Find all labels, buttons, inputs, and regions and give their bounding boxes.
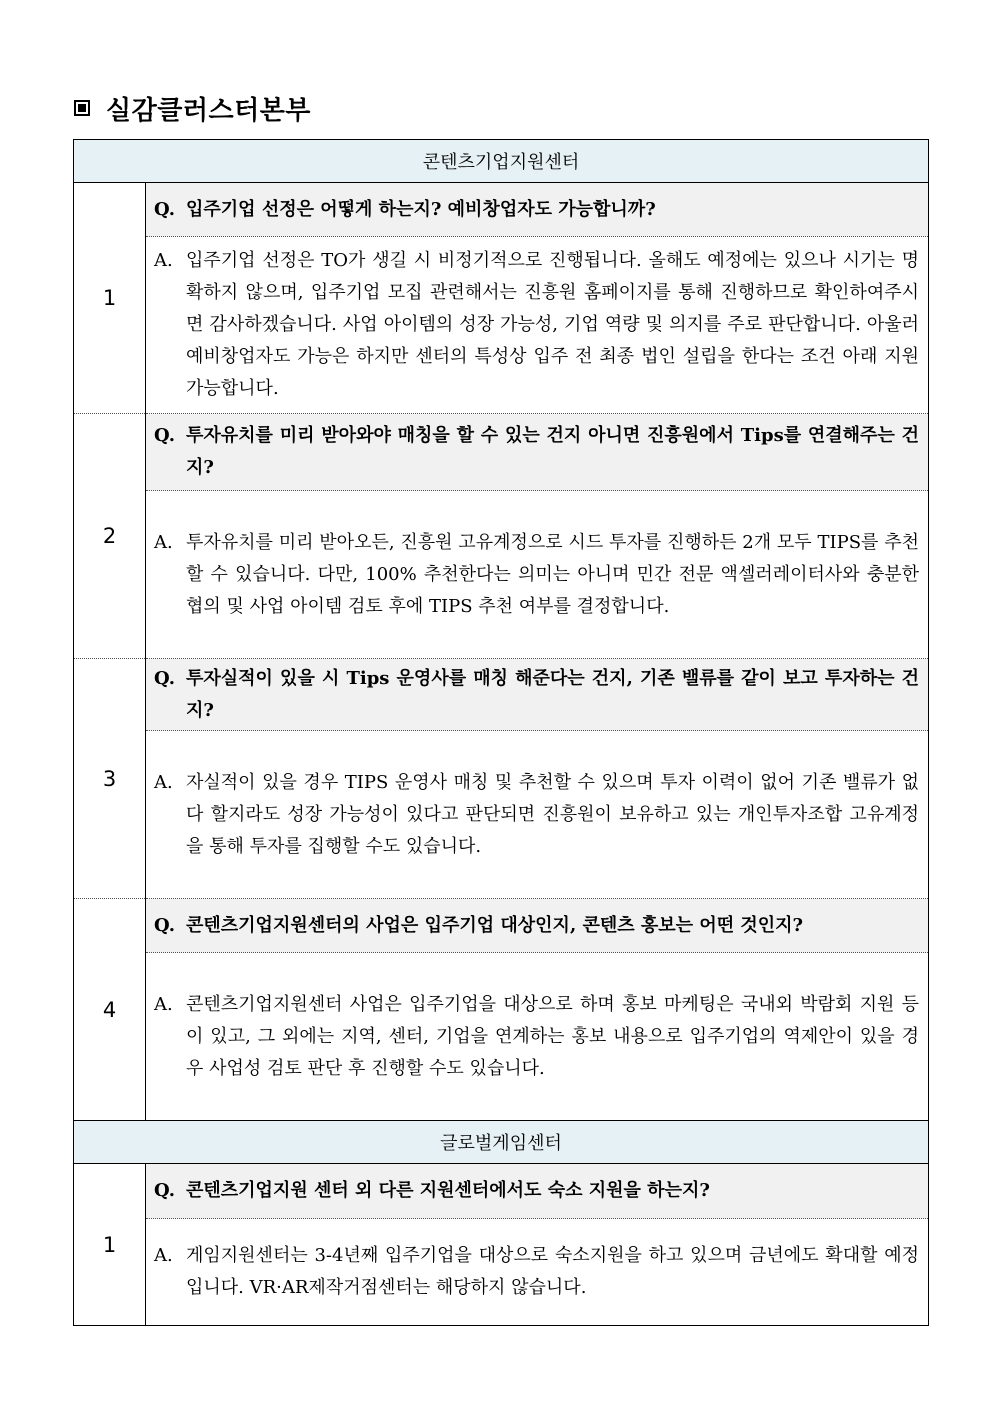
answer-text: 게임지원센터는 3-4년째 입주기업을 대상으로 숙소지원을 하고 있으며 금년에도 확대할 예정입니다. VR·AR제작거점센터는 해당하지 않습니다. xyxy=(186,1245,919,1298)
question-mark: Q. xyxy=(154,914,176,936)
question-mark: Q. xyxy=(154,667,176,689)
page-heading xyxy=(74,88,311,128)
answer-row xyxy=(74,1219,929,1326)
answer-cell xyxy=(146,731,929,899)
item-number: 2 xyxy=(74,414,146,659)
item-number: 4 xyxy=(74,899,146,1121)
page-title: 실감클러스터본부 xyxy=(106,95,311,126)
question-text: 투자유치를 미리 받아와야 매칭을 할 수 있는 건지 아니면 진흥원에서 Tips를 연결해주는 건지? xyxy=(186,425,919,478)
section-title: 콘텐츠기업지원센터 xyxy=(74,140,929,183)
answer-row xyxy=(74,953,929,1121)
section-header-row xyxy=(74,140,929,183)
question-mark: Q. xyxy=(154,1180,176,1201)
answer-text: 입주기업 선정은 TO가 생길 시 비정기적으로 진행됩니다. 올해도 예정에는 있으나 시기는 명확하지 않으며, 입주기업 모집 관련해서는 진흥원 홈페이지를 통해 진행하므로 확인하여주시면 감사하겠습니다. 사업 아이템의 성장 가능성, 기업 역량 및 의지를 주로 판단합니다. 아울러 예비창업자도 가능은 하지만 센터의 특성상 입주 전 최종 법인 설립을 한다는 조건 아래 지원 가능합니다. xyxy=(186,250,919,399)
question-text: 입주기업 선정은 어떻게 하는지? 예비창업자도 가능합니까? xyxy=(186,198,656,220)
answer-text: 투자유치를 미리 받아오든, 진흥원 고유계정으로 시드 투자를 진행하든 2개 모두 TIPS를 추천할 수 있습니다. 다만, 100% 추천한다는 의미는 아니며 민간 전문 액셀러레이터사와 충분한 협의 및 사업 아이템 검토 후에 TIPS 추천 여부를 결정합니다. xyxy=(186,531,919,617)
answer-mark: A. xyxy=(154,531,173,553)
question-text: 투자실적이 있을 시 Tips 운영사를 매칭 해준다는 건지, 기존 밸류를 같이 보고 투자하는 건지? xyxy=(186,667,919,721)
question-text: 콘텐츠기업지원센터의 사업은 입주기업 대상인지, 콘텐츠 홍보는 어떤 것인지? xyxy=(186,914,804,936)
question-row xyxy=(74,1164,929,1219)
answer-row xyxy=(74,237,929,414)
question-row xyxy=(74,414,929,491)
question-cell xyxy=(146,414,929,491)
question-row xyxy=(74,659,929,731)
answer-mark: A. xyxy=(154,250,173,271)
answer-cell xyxy=(146,237,929,414)
answer-cell xyxy=(146,953,929,1121)
question-cell xyxy=(146,183,929,237)
black-square-in-square-icon xyxy=(74,100,90,116)
section-header-row xyxy=(74,1121,929,1164)
answer-row xyxy=(74,731,929,899)
section-title: 글로벌게임센터 xyxy=(74,1121,929,1164)
answer-mark: A. xyxy=(154,993,173,1015)
item-number: 3 xyxy=(74,659,146,899)
answer-row xyxy=(74,491,929,659)
faq-table xyxy=(73,139,929,1326)
answer-text: 자실적이 있을 경우 TIPS 운영사 매칭 및 추천할 수 있으며 투자 이력이 없어 기존 밸류가 없다 할지라도 성장 가능성이 있다고 판단되면 진흥원이 보유하고 있는 개인투자조합 고유계정을 통해 투자를 집행할 수도 있습니다. xyxy=(186,771,919,857)
item-number: 1 xyxy=(74,183,146,414)
question-row xyxy=(74,899,929,953)
answer-mark: A. xyxy=(154,771,173,793)
question-cell xyxy=(146,659,929,731)
answer-mark: A. xyxy=(154,1245,173,1266)
question-text: 콘텐츠기업지원 센터 외 다른 지원센터에서도 숙소 지원을 하는지? xyxy=(186,1180,710,1201)
answer-cell xyxy=(146,1219,929,1326)
question-mark: Q. xyxy=(154,425,176,446)
answer-cell xyxy=(146,491,929,659)
question-row xyxy=(74,183,929,237)
answer-text: 콘텐츠기업지원센터 사업은 입주기업을 대상으로 하며 홍보 마케팅은 국내외 박람회 지원 등이 있고, 그 외에는 지역, 센터, 기업을 연계하는 홍보 내용으로 입주기업의 역제안이 있을 경우 사업성 검토 판단 후 진행할 수도 있습니다. xyxy=(186,993,919,1079)
question-cell xyxy=(146,1164,929,1219)
question-mark: Q. xyxy=(154,198,176,220)
question-cell xyxy=(146,899,929,953)
item-number: 1 xyxy=(74,1164,146,1326)
